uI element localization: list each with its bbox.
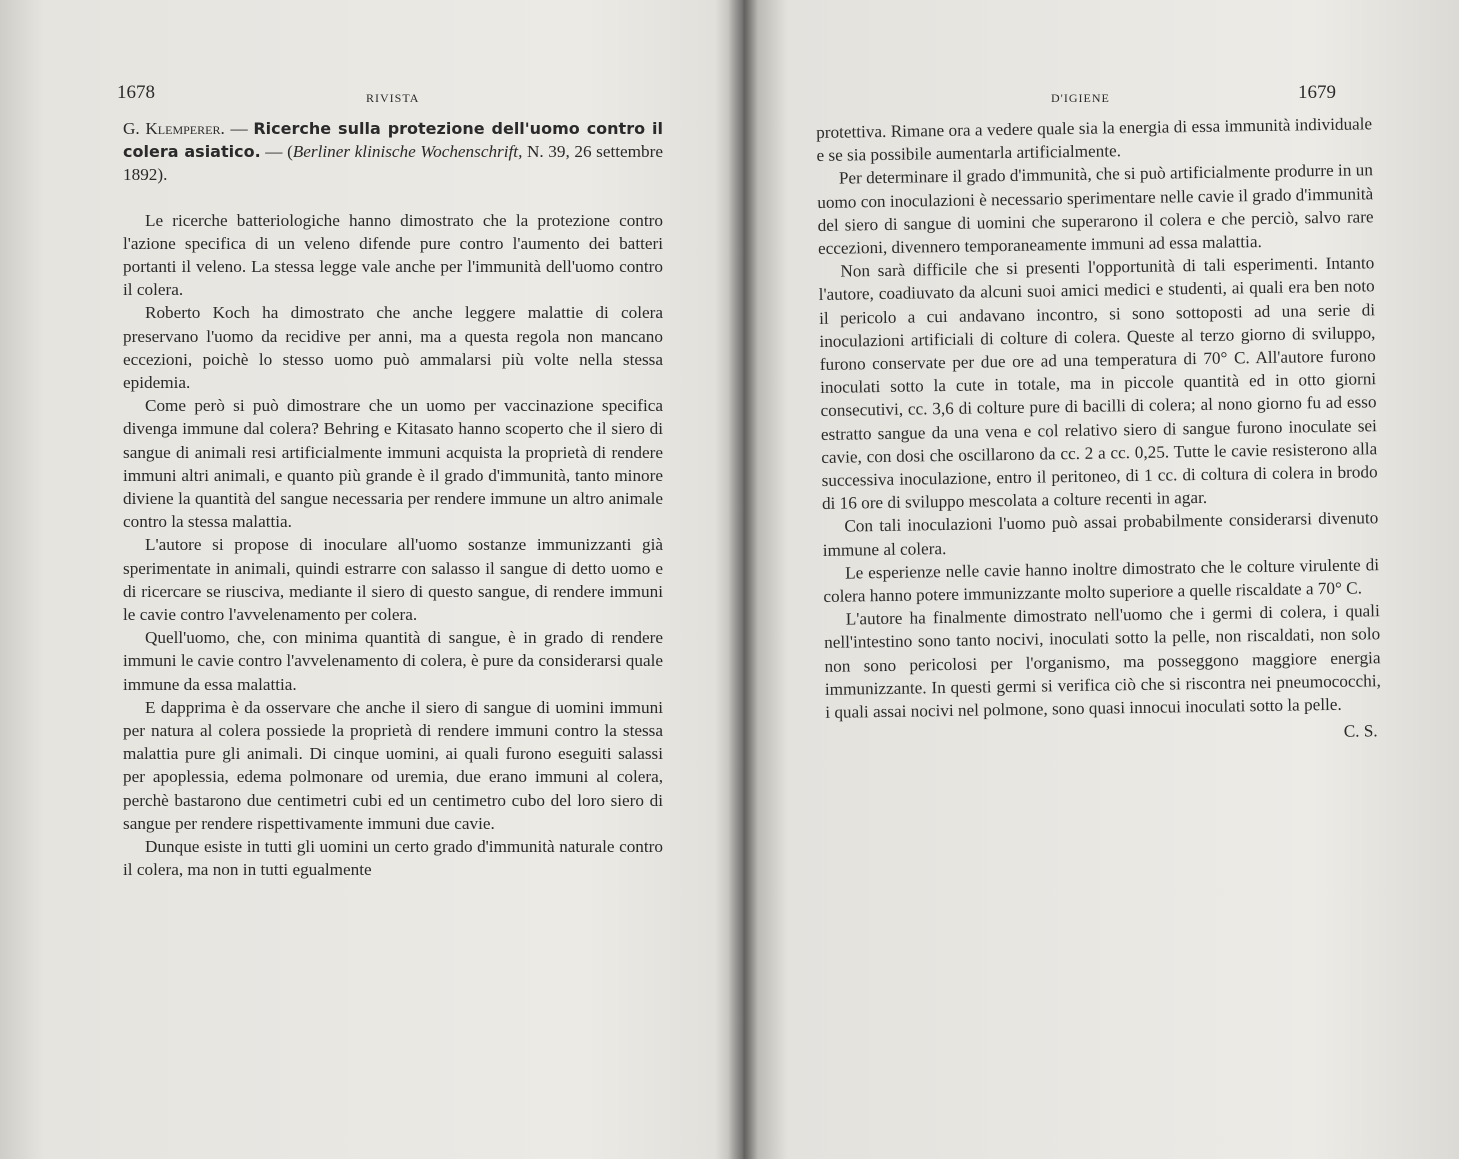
right-column	[816, 112, 1382, 751]
citation-ref: N. 39, 26 settembre 1892).	[123, 142, 663, 185]
paragraph: protettiva. Rimane ora a vedere quale sia la energia di essa immunità individuale e se sia possibile aumentarla artificialmente.	[816, 114, 1373, 166]
citation-author: G. Klemperer.	[123, 119, 225, 138]
running-head: RIVISTA	[366, 91, 420, 105]
paragraph: Con tali inoculazioni l'uomo può assai probabilmente considerarsi divenuto immune al colera.	[822, 508, 1379, 560]
paragraph: Dunque esiste in tutti gli uomini un certo grado d'immunità naturale contro il colera, ma non in tutti egualmente	[123, 837, 663, 880]
article-title: Ricerche sulla protezione dell'uomo contro il colera asiatico.	[123, 119, 664, 162]
left-column	[123, 117, 663, 882]
paragraph: Come però si può dimostrare che un uomo per vaccinazione specifica divenga immune dal colera? Behring e Kitasato hanno scoperto che il siero di sangue di animali resi artificialmente immuni acquista la proprietà di rendere immuni altri animali, e quanto più grande è il grado d'immunità, tanto minore diviene la quantità del sangue necessaria per rendere immune un altro animale contro la stessa malattia.	[123, 396, 663, 532]
citation-dash: —	[224, 119, 254, 138]
paragraph: E dapprima è da osservare che anche il siero di sangue di uomini immuni per natura al colera possiede la proprietà di rendere immuni contro la stessa malattia pure gli animali. Di cinque uomini, ai quali furono eseguiti salassi per apoplessia, edema polmonare od uremia, due erano immuni al colera, perchè bastarono due centimetri cubi ed un centimetro cubo del loro siero di sangue per rendere rispettivamente immuni due cavie.	[123, 697, 663, 833]
paragraph: Non sarà difficile che si presenti l'opportunità di tali esperimenti. Intanto l'autore, coadiuvato da alcuni suoi amici medici e studenti, ai quali era ben noto il pericolo a cui andavano incontro, si sono sottoposti ad una serie di inoculazioni artificiali di colture di colera. Queste al terzo giorno di sviluppo, furono conservate per due ore ad una temperatura di 70° C. All'autore furono inoculati sotto la cute in totale, ma in piccole quantità ed in otto giorni consecutivi, cc. 3,6 di colture pure di bacilli di colera; al nono giorno fu ad esso estratto sangue da una vena e col relativo siero di sangue furono inoculate sei cavie, con dosi che oscillarono da cc. 2 a cc. 0,25. Tutte le cavie resisterono alla successiva inoculazione, entro il peritoneo, di 1 cc. di coltura di colera in brodo di 16 ore di sviluppo mescolata a colture recenti in agar.	[818, 253, 1378, 514]
page-number: 1678	[117, 82, 155, 103]
signature: C. S.	[1343, 721, 1378, 742]
paragraph: Le ricerche batteriologiche hanno dimostrato che la protezione contro l'azione specifica di un veleno difende pure contro l'aumento dei batteri portanti il veleno. La stessa legge vale anche per l'immunità dell'uomo contro il colera.	[123, 210, 663, 300]
citation	[123, 117, 663, 187]
right-page	[758, 0, 1459, 1159]
citation-dash: — (	[260, 142, 293, 162]
spacer	[123, 187, 663, 209]
book-gutter	[728, 0, 758, 1159]
paragraph: Le esperienze nelle cavie hanno inoltre dimostrato che le colture virulente di colera hanno potere immunizzante molto superiore a quelle riscaldate a 70° C.	[823, 555, 1380, 607]
journal-name: Berliner klinische Wochenschrift,	[292, 142, 523, 162]
page-number: 1679	[1298, 82, 1336, 103]
paragraph: Per determinare il grado d'immunità, che si può artificialmente produrre in un uomo con inoculazioni è necessario sperimentare nelle cavie il grado d'immunità del siero di sangue di uomini che superarono il colera e che perciò, salvo rare eccezioni, divennero temporaneamente immuni ad essa malattia.	[817, 160, 1374, 258]
running-head: D'IGIENE	[1051, 91, 1110, 105]
paragraph: Roberto Koch ha dimostrato che anche leggere malattie di colera preservano l'uomo da recidive per anni, ma a questa regola non mancano eccezioni, poichè lo stesso uomo può ammalarsi più volte nella stessa epidemia.	[123, 303, 663, 393]
paragraph: L'autore si propose di inoculare all'uomo sostanze immunizzanti già sperimentate in animali, quindi estrarre con salasso il sangue di detto uomo e di ricercare se riusciva, mediante il siero di questo sangue, di rendere immuni le cavie contro l'avvelenamento per colera.	[123, 535, 663, 625]
left-page	[0, 0, 728, 1159]
paragraph: Quell'uomo, che, con minima quantità di sangue, è in grado di rendere immuni le cavie contro l'avvelenamento di colera, è pure da considerarsi quale immune da essa malattia.	[123, 628, 663, 694]
paragraph: L'autore ha finalmente dimostrato nell'uomo che i germi di colera, i quali nell'intestino sono tanto nocivi, inoculati sotto la pelle, non riscaldati, non solo non sono pericolosi per l'organismo, ma posseggono maggiore energia immunizzante. In questi germi si verifica ciò che si riscontra nei pneumococchi, i quali assai nocivi nel polmone, sono quasi innocui inoculati sotto la pelle.	[824, 601, 1382, 723]
